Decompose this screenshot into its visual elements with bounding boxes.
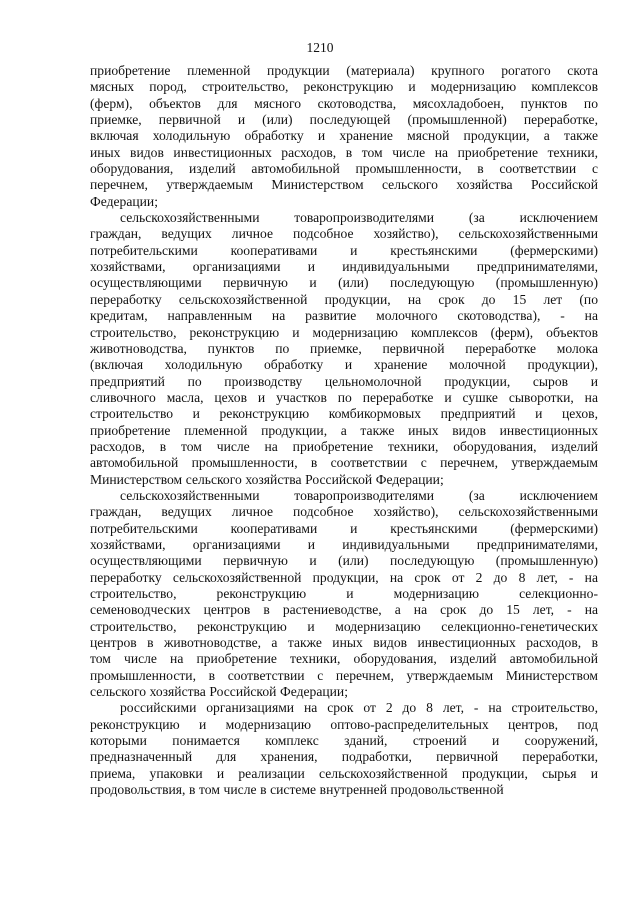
- text-line: животноводства, пунктов по приемке, первичной переработке молока: [90, 340, 598, 356]
- text-line: российскими организациями на срок от 2 до 8 лет, - на строительство,: [120, 700, 598, 716]
- text-line: граждан, ведущих личное подсобное хозяйство), сельскохозяйственными: [90, 504, 598, 520]
- text-line: граждан, ведущих личное подсобное хозяйство), сельскохозяйственными: [90, 226, 598, 242]
- text-line: семеноводческих центров в растениеводстве, а на срок до 15 лет, - на: [90, 602, 598, 618]
- text-line: (ферм), объектов для мясного скотоводства, мясохладобоен, пунктов по: [90, 95, 598, 111]
- text-line: строительство, реконструкцию и модернизацию селекционно-: [90, 586, 598, 601]
- text-line: переработку сельскохозяйственной продукции, на срок до 15 лет (по: [90, 291, 598, 307]
- text-line: хозяйствами, организациями и индивидуальными предпринимателями,: [90, 536, 598, 552]
- text-line: приобретение племенной продукции (материала) крупного рогатого скота: [90, 63, 598, 78]
- text-line: приобретение племенной продукции, а также иных видов инвестиционных: [90, 422, 598, 438]
- text-line: (включая холодильную обработку и хранение молочной продукции),: [90, 357, 598, 373]
- text-line: строительство, реконструкцию и модернизацию селекционно-генетических: [90, 618, 598, 634]
- text-line: строительство, реконструкцию и модернизацию комплексов (ферм), объектов: [90, 324, 598, 340]
- text-line: центров в животноводстве, а также иных видов инвестиционных расходов, в: [90, 635, 598, 651]
- text-line: Министерством сельского хозяйства Российской Федерации;: [90, 471, 444, 487]
- document-body: [90, 63, 598, 798]
- text-line: переработку сельскохозяйственной продукции, на срок от 2 до 8 лет, - на: [90, 569, 598, 585]
- text-line: том числе на приобретение техники, оборудования, изделий автомобильной: [90, 651, 598, 667]
- text-line: сельскохозяйственными товаропроизводителями (за исключением: [120, 210, 598, 226]
- text-line: иных видов инвестиционных расходов, в том числе на приобретение техники,: [90, 144, 598, 160]
- text-line: мясных пород, строительство, реконструкцию и модернизацию комплексов: [90, 79, 598, 95]
- text-line: осуществляющими первичную и (или) последующую (промышленную): [90, 275, 598, 291]
- text-line: сельскохозяйственными товаропроизводителями (за исключением: [120, 487, 598, 503]
- text-line: промышленности, в соответствии с перечнем, утверждаемым Министерством: [90, 667, 598, 683]
- paragraph: [90, 210, 598, 488]
- text-line: реконструкцию и модернизацию оптово-распределительных центров, под: [90, 716, 598, 732]
- text-line: Федерации;: [90, 193, 158, 209]
- text-line: включая холодильную обработку и хранение мясной продукции, а также: [90, 128, 598, 144]
- text-line: хозяйствами, организациями и индивидуальными предпринимателями,: [90, 259, 598, 275]
- text-line: потребительскими кооперативами и крестьянскими (фермерскими): [90, 242, 598, 258]
- text-line: потребительскими кооперативами и крестьянскими (фермерскими): [90, 520, 598, 536]
- text-line: сельского хозяйства Российской Федерации;: [90, 684, 348, 700]
- text-line: предназначенный для хранения, подработки, первичной переработки,: [90, 749, 598, 765]
- text-line: расходов, в том числе на приобретение техники, оборудования, изделий: [90, 438, 598, 454]
- text-line: оборудования, изделий автомобильной промышленности, в соответствии с: [90, 161, 598, 177]
- text-line: строительство и реконструкцию комбикормовых предприятий и цехов,: [90, 406, 598, 422]
- paragraph: [90, 700, 598, 798]
- text-line: предприятий по производству цельномолочной продукции, сыров и: [90, 373, 598, 389]
- text-line: перечнем, утверждаемым Министерством сельского хозяйства Российской: [90, 177, 598, 193]
- paragraph: [90, 63, 598, 210]
- text-line: продовольствия, в том числе в системе внутренней продовольственной: [90, 782, 504, 798]
- text-line: сливочного масла, цехов и участков по переработке и сушке сыворотки, на: [90, 389, 598, 405]
- text-line: осуществляющими первичную и (или) последующую (промышленную): [90, 553, 598, 569]
- text-line: автомобильной промышленности, в соответствии с перечнем, утверждаемым: [90, 455, 598, 471]
- page-number: 1210: [306, 40, 334, 55]
- paragraph: [90, 488, 598, 700]
- text-line: приемке, первичной и (или) последующей (промышленной) переработке,: [90, 112, 598, 128]
- text-line: приема, упаковки и реализации сельскохозяйственной продукции, сырья и: [90, 765, 598, 781]
- text-line: кредитам, направленным на развитие молочного скотоводства), - на: [90, 308, 598, 324]
- text-line: которыми понимается комплекс зданий, строений и сооружений,: [90, 733, 598, 749]
